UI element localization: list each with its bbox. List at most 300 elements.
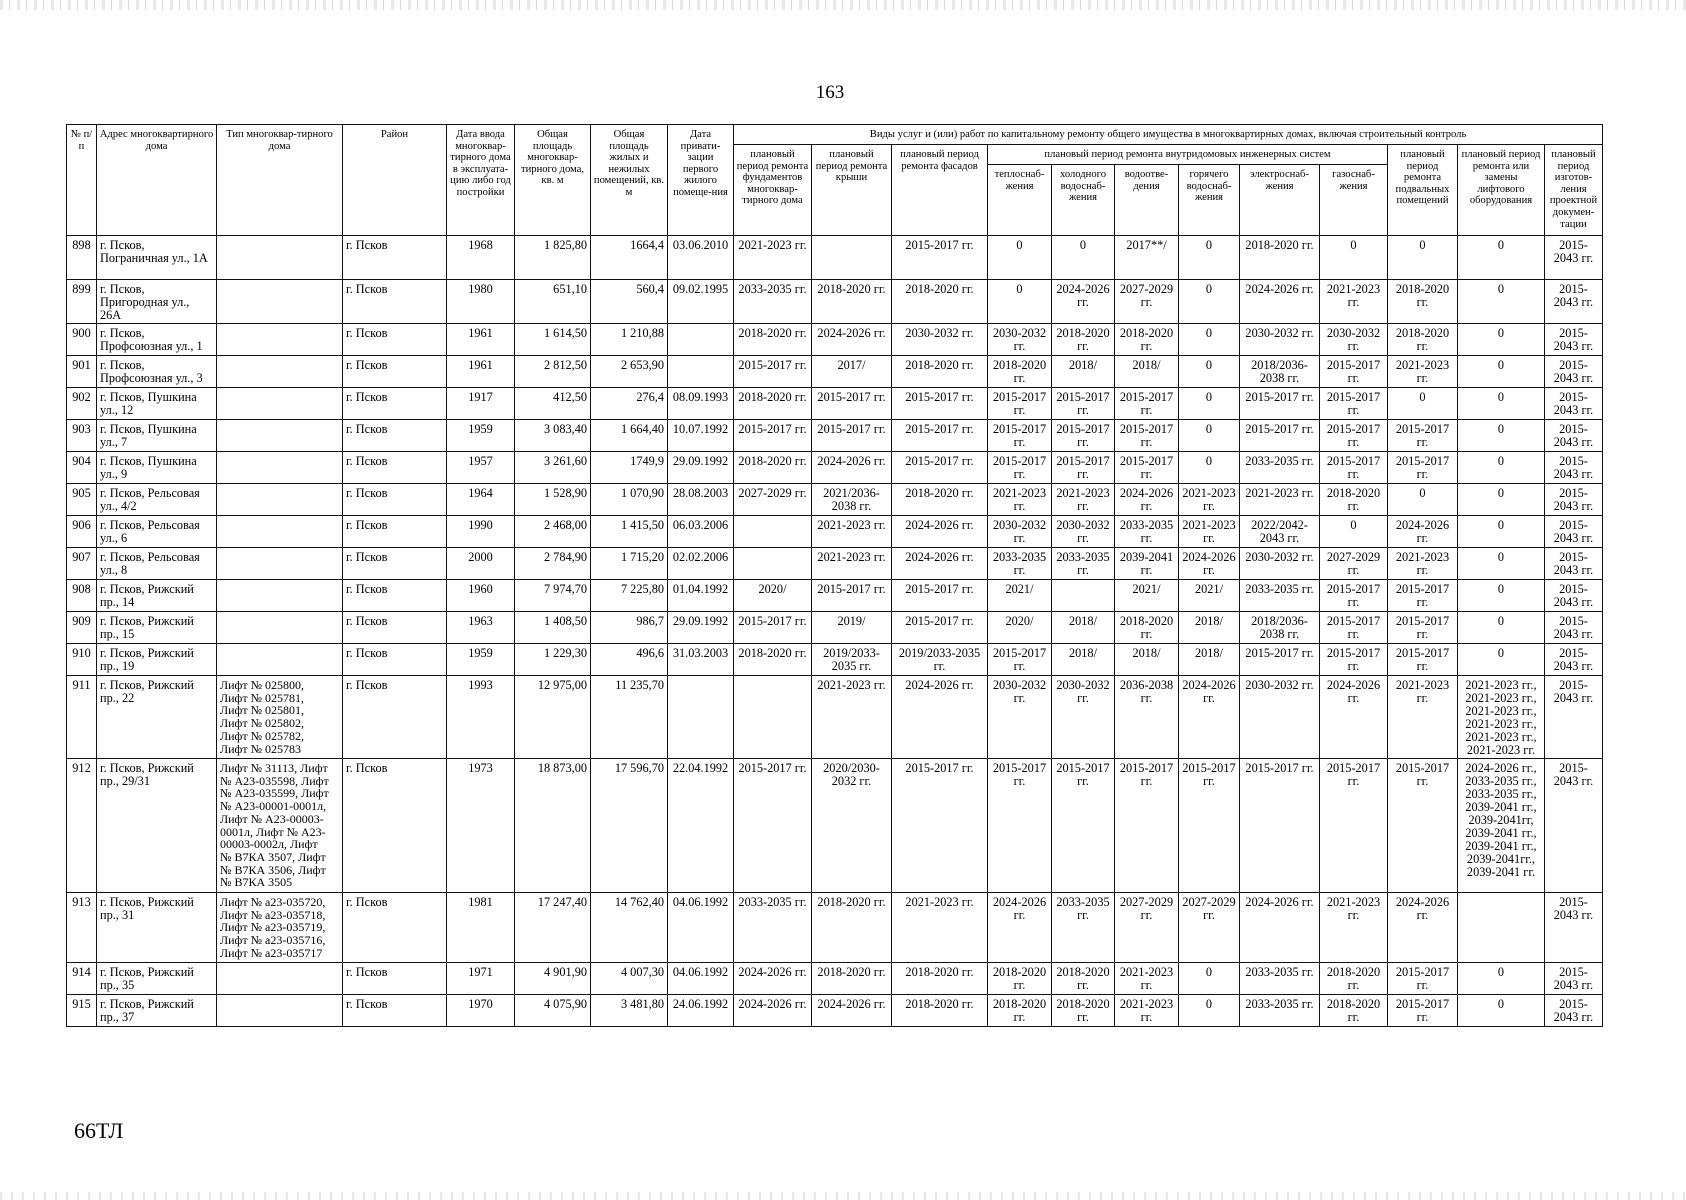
cell-facade: 2018-2020 гг. bbox=[892, 963, 988, 995]
cell-foundation: 2024-2026 гг. bbox=[734, 995, 812, 1027]
cell-basement: 2018-2020 гг. bbox=[1388, 280, 1458, 324]
table-row bbox=[67, 644, 1603, 676]
col-commissioned-header: Дата ввода многоквар-тирного дома в эксплуата-цию либо год постройки bbox=[447, 125, 515, 236]
cell-foundation: 2027-2029 гг. bbox=[734, 484, 812, 516]
cell-district: г. Псков bbox=[343, 484, 447, 516]
cell-facade: 2024-2026 гг. bbox=[892, 548, 988, 580]
cell-year: 1990 bbox=[447, 516, 515, 548]
cell-number: 903 bbox=[67, 420, 97, 452]
cell-type bbox=[217, 995, 343, 1027]
cell-type-line: 0001л, Лифт № А23- bbox=[220, 824, 326, 839]
col-total-area-header: Общая площадь многоквар-тирного дома, кв. м bbox=[515, 125, 591, 236]
cell-hot-water: 2027-2029 гг. bbox=[1179, 893, 1240, 963]
cell-elevator bbox=[1458, 516, 1545, 548]
cell-type-line: Лифт № 025781, bbox=[220, 690, 305, 705]
cell-cold-water: 2015-2017 гг. bbox=[1052, 759, 1115, 893]
cell-number: 907 bbox=[67, 548, 97, 580]
cell-design-docs: 2015-2043 гг. bbox=[1545, 388, 1603, 420]
cell-total-area: 17 247,40 bbox=[515, 893, 591, 963]
cell-facade: 2024-2026 гг. bbox=[892, 516, 988, 548]
cell-cold-water: 2021-2023 гг. bbox=[1052, 484, 1115, 516]
cell-gas: 2024-2026 гг. bbox=[1320, 676, 1388, 759]
cell-electric: 2015-2017 гг. bbox=[1240, 759, 1320, 893]
cell-privatization: 29.09.1992 bbox=[668, 452, 734, 484]
cell-hot-water: 2024-2026 гг. bbox=[1179, 676, 1240, 759]
cell-number: 909 bbox=[67, 612, 97, 644]
cell-address: г. Псков, Пушкина ул., 12 bbox=[97, 388, 217, 420]
cell-cold-water: 2018/ bbox=[1052, 612, 1115, 644]
cell-elevator-line: 2021-2023 гг., bbox=[1465, 730, 1537, 744]
cell-living-area: 1 210,88 bbox=[591, 324, 668, 356]
systems-group-header: плановый период ремонта внутридомовых инженерных систем bbox=[988, 145, 1388, 165]
cell-address: г. Псков, Рельсовая ул., 8 bbox=[97, 548, 217, 580]
col-elevator-header: плановый период ремонта или замены лифтового оборудования bbox=[1458, 145, 1545, 236]
cell-facade: 2015-2017 гг. bbox=[892, 388, 988, 420]
cell-privatization: 03.06.2010 bbox=[668, 236, 734, 280]
cell-living-area: 1 415,50 bbox=[591, 516, 668, 548]
cell-gas: 2015-2017 гг. bbox=[1320, 452, 1388, 484]
cell-facade: 2015-2017 гг. bbox=[892, 420, 988, 452]
cell-type-line: Лифт № 025782, bbox=[220, 728, 305, 743]
cell-sewer: 2027-2029 гг. bbox=[1115, 280, 1179, 324]
cell-number: 911 bbox=[67, 676, 97, 759]
cell-gas: 2018-2020 гг. bbox=[1320, 995, 1388, 1027]
cell-total-area: 1 528,90 bbox=[515, 484, 591, 516]
cell-privatization: 04.06.1992 bbox=[668, 893, 734, 963]
cell-basement: 2018-2020 гг. bbox=[1388, 324, 1458, 356]
cell-electric: 2015-2017 гг. bbox=[1240, 388, 1320, 420]
cell-elevator-line: 0 bbox=[1497, 454, 1505, 468]
cell-elevator bbox=[1458, 612, 1545, 644]
cell-facade: 2030-2032 гг. bbox=[892, 324, 988, 356]
cell-year: 1968 bbox=[447, 236, 515, 280]
cell-number: 913 bbox=[67, 893, 97, 963]
table-row bbox=[67, 612, 1603, 644]
cell-district: г. Псков bbox=[343, 612, 447, 644]
cell-total-area: 12 975,00 bbox=[515, 676, 591, 759]
cell-sewer: 2036-2038 гг. bbox=[1115, 676, 1179, 759]
cell-basement: 2015-2017 гг. bbox=[1388, 963, 1458, 995]
col-facade-header: плановый период ремонта фасадов bbox=[892, 145, 988, 236]
cell-total-area: 1 614,50 bbox=[515, 324, 591, 356]
cell-electric: 2030-2032 гг. bbox=[1240, 676, 1320, 759]
cell-gas: 2021-2023 гг. bbox=[1320, 280, 1388, 324]
cell-facade: 2015-2017 гг. bbox=[892, 452, 988, 484]
cell-privatization: 01.04.1992 bbox=[668, 580, 734, 612]
cell-facade: 2019/2033-2035 гг. bbox=[892, 644, 988, 676]
cell-cold-water: 2030-2032 гг. bbox=[1052, 516, 1115, 548]
cell-design-docs: 2015-2043 гг. bbox=[1545, 644, 1603, 676]
cell-sewer: 2033-2035 гг. bbox=[1115, 516, 1179, 548]
cell-roof: 2015-2017 гг. bbox=[812, 580, 892, 612]
cell-elevator bbox=[1458, 995, 1545, 1027]
cell-address: г. Псков, Рижский пр., 29/31 bbox=[97, 759, 217, 893]
cell-elevator-line: 2039-2041 гг., bbox=[1465, 800, 1537, 814]
cell-sewer: 2018/ bbox=[1115, 356, 1179, 388]
cell-privatization: 08.09.1993 bbox=[668, 388, 734, 420]
cell-total-area: 1 229,30 bbox=[515, 644, 591, 676]
cell-electric: 2021-2023 гг. bbox=[1240, 484, 1320, 516]
col-electric-header: электроснаб-жения bbox=[1240, 165, 1320, 236]
cell-electric: 2018-2020 гг. bbox=[1240, 236, 1320, 280]
cell-privatization bbox=[668, 324, 734, 356]
cell-year: 1970 bbox=[447, 995, 515, 1027]
cell-elevator-line: 2039-2041 гг., bbox=[1465, 839, 1537, 853]
cell-design-docs: 2015-2043 гг. bbox=[1545, 612, 1603, 644]
cell-year: 1964 bbox=[447, 484, 515, 516]
cell-roof: 2020/2030-2032 гг. bbox=[812, 759, 892, 893]
table-row bbox=[67, 324, 1603, 356]
cell-elevator-line: 0 bbox=[1497, 965, 1505, 979]
capital-repair-table bbox=[66, 124, 1603, 1027]
cell-district: г. Псков bbox=[343, 324, 447, 356]
cell-district: г. Псков bbox=[343, 893, 447, 963]
cell-roof: 2018-2020 гг. bbox=[812, 893, 892, 963]
cell-gas: 2027-2029 гг. bbox=[1320, 548, 1388, 580]
cell-heating: 2018-2020 гг. bbox=[988, 356, 1052, 388]
cell-basement: 2015-2017 гг. bbox=[1388, 612, 1458, 644]
cell-foundation bbox=[734, 516, 812, 548]
cell-foundation: 2018-2020 гг. bbox=[734, 324, 812, 356]
cell-basement: 2024-2026 гг. bbox=[1388, 893, 1458, 963]
cell-living-area: 1 715,20 bbox=[591, 548, 668, 580]
table-row bbox=[67, 759, 1603, 893]
cell-privatization: 29.09.1992 bbox=[668, 612, 734, 644]
cell-total-area: 7 974,70 bbox=[515, 580, 591, 612]
cell-address: г. Псков, Профсоюзная ул., 3 bbox=[97, 356, 217, 388]
cell-foundation: 2018-2020 гг. bbox=[734, 644, 812, 676]
cell-privatization bbox=[668, 676, 734, 759]
cell-number: 902 bbox=[67, 388, 97, 420]
cell-basement: 2015-2017 гг. bbox=[1388, 644, 1458, 676]
col-foundation-header: плановый период ремонта фундаментов многоквар-тирного дома bbox=[734, 145, 812, 236]
cell-elevator-line: 0 bbox=[1497, 997, 1505, 1011]
col-gas-header: газоснаб-жения bbox=[1320, 165, 1388, 236]
cell-sewer: 2015-2017 гг. bbox=[1115, 388, 1179, 420]
col-district-header: Район bbox=[343, 125, 447, 236]
cell-elevator-line: 0 bbox=[1497, 390, 1505, 404]
cell-total-area: 4 901,90 bbox=[515, 963, 591, 995]
cell-address: г. Псков, Пушкина ул., 7 bbox=[97, 420, 217, 452]
cell-design-docs: 2015-2043 гг. bbox=[1545, 580, 1603, 612]
cell-sewer: 2027-2029 гг. bbox=[1115, 893, 1179, 963]
cell-basement: 2024-2026 гг. bbox=[1388, 516, 1458, 548]
cell-design-docs: 2015-2043 гг. bbox=[1545, 484, 1603, 516]
cell-type bbox=[217, 644, 343, 676]
cell-elevator-line: 2021-2023 гг., bbox=[1465, 678, 1537, 692]
cell-living-area: 986,7 bbox=[591, 612, 668, 644]
cell-district: г. Псков bbox=[343, 548, 447, 580]
cell-elevator-line: 0 bbox=[1497, 646, 1505, 660]
cell-address: г. Псков, Рижский пр., 14 bbox=[97, 580, 217, 612]
col-address-header: Адрес многоквартирного дома bbox=[97, 125, 217, 236]
cell-design-docs: 2015-2043 гг. bbox=[1545, 420, 1603, 452]
cell-number: 901 bbox=[67, 356, 97, 388]
cell-elevator-line: 2033-2035 гг., bbox=[1465, 787, 1537, 801]
cell-number: 900 bbox=[67, 324, 97, 356]
cell-foundation: 2033-2035 гг. bbox=[734, 280, 812, 324]
cell-living-area: 560,4 bbox=[591, 280, 668, 324]
cell-elevator bbox=[1458, 548, 1545, 580]
cell-elevator-line: 2021-2023 гг., bbox=[1465, 717, 1537, 731]
cell-heating: 0 bbox=[988, 236, 1052, 280]
cell-type-line: Лифт № 025783 bbox=[220, 741, 302, 756]
cell-elevator bbox=[1458, 484, 1545, 516]
page-number: 163 bbox=[815, 82, 845, 103]
cell-gas: 2018-2020 гг. bbox=[1320, 963, 1388, 995]
cell-facade: 2018-2020 гг. bbox=[892, 995, 988, 1027]
cell-elevator-line: 2021-2023 гг., bbox=[1465, 691, 1537, 705]
cell-foundation: 2024-2026 гг. bbox=[734, 963, 812, 995]
cell-number: 904 bbox=[67, 452, 97, 484]
cell-type-line: Лифт № 025801, bbox=[220, 703, 305, 718]
cell-sewer: 2039-2041 гг. bbox=[1115, 548, 1179, 580]
cell-address: г. Псков, Рельсовая ул., 6 bbox=[97, 516, 217, 548]
cell-basement: 2015-2017 гг. bbox=[1388, 452, 1458, 484]
cell-sewer: 2018-2020 гг. bbox=[1115, 612, 1179, 644]
cell-type-line: Лифт № а23-035716, bbox=[220, 933, 326, 948]
cell-type bbox=[217, 963, 343, 995]
cell-hot-water: 2021/ bbox=[1179, 580, 1240, 612]
table-row bbox=[67, 548, 1603, 580]
cell-basement: 0 bbox=[1388, 236, 1458, 280]
cell-living-area: 276,4 bbox=[591, 388, 668, 420]
cell-elevator-line: 0 bbox=[1497, 238, 1505, 252]
cell-electric: 2033-2035 гг. bbox=[1240, 963, 1320, 995]
cell-living-area: 1 664,40 bbox=[591, 420, 668, 452]
cell-hot-water: 0 bbox=[1179, 995, 1240, 1027]
cell-design-docs: 2015-2043 гг. bbox=[1545, 893, 1603, 963]
table-body bbox=[67, 236, 1603, 1027]
cell-type bbox=[217, 580, 343, 612]
cell-heating: 2018-2020 гг. bbox=[988, 963, 1052, 995]
col-cold-water-header: холодного водоснаб-жения bbox=[1052, 165, 1115, 236]
cell-heating: 2021-2023 гг. bbox=[988, 484, 1052, 516]
cell-type-line: № В7КА 3507, Лифт bbox=[220, 849, 326, 864]
cell-district: г. Псков bbox=[343, 420, 447, 452]
cell-hot-water: 2018/ bbox=[1179, 612, 1240, 644]
cell-roof: 2021-2023 гг. bbox=[812, 516, 892, 548]
cell-hot-water: 2024-2026 гг. bbox=[1179, 548, 1240, 580]
cell-elevator-line: 2024-2026 гг., bbox=[1465, 761, 1537, 775]
cell-privatization: 02.02.2006 bbox=[668, 548, 734, 580]
cell-facade: 2024-2026 гг. bbox=[892, 676, 988, 759]
cell-cold-water: 2018/ bbox=[1052, 644, 1115, 676]
cell-total-area: 2 784,90 bbox=[515, 548, 591, 580]
cell-hot-water: 0 bbox=[1179, 236, 1240, 280]
table-row bbox=[67, 236, 1603, 280]
table-row bbox=[67, 580, 1603, 612]
cell-district: г. Псков bbox=[343, 644, 447, 676]
cell-total-area: 4 075,90 bbox=[515, 995, 591, 1027]
cell-electric: 2033-2035 гг. bbox=[1240, 580, 1320, 612]
col-sewer-header: водоотве-дения bbox=[1115, 165, 1179, 236]
cell-electric: 2030-2032 гг. bbox=[1240, 324, 1320, 356]
cell-elevator-line: 0 bbox=[1497, 282, 1505, 296]
cell-type bbox=[217, 759, 343, 893]
cell-design-docs: 2015-2043 гг. bbox=[1545, 516, 1603, 548]
table-row bbox=[67, 484, 1603, 516]
cell-living-area: 4 007,30 bbox=[591, 963, 668, 995]
cell-gas: 2015-2017 гг. bbox=[1320, 420, 1388, 452]
cell-living-area: 3 481,80 bbox=[591, 995, 668, 1027]
cell-number: 908 bbox=[67, 580, 97, 612]
cell-electric: 2018/2036-2038 гг. bbox=[1240, 612, 1320, 644]
cell-heating: 2030-2032 гг. bbox=[988, 516, 1052, 548]
cell-roof: 2018-2020 гг. bbox=[812, 280, 892, 324]
cell-hot-water: 2021-2023 гг. bbox=[1179, 484, 1240, 516]
cell-elevator bbox=[1458, 452, 1545, 484]
cell-foundation: 2018-2020 гг. bbox=[734, 452, 812, 484]
cell-cold-water: 2018-2020 гг. bbox=[1052, 963, 1115, 995]
cell-year: 1959 bbox=[447, 420, 515, 452]
cell-type-line: Лифт № 025800, bbox=[220, 678, 305, 692]
cell-gas: 2018-2020 гг. bbox=[1320, 484, 1388, 516]
cell-facade: 2015-2017 гг. bbox=[892, 612, 988, 644]
cell-elevator-line: 0 bbox=[1497, 550, 1505, 564]
cell-number: 914 bbox=[67, 963, 97, 995]
cell-living-area: 1749,9 bbox=[591, 452, 668, 484]
cell-gas: 0 bbox=[1320, 236, 1388, 280]
cell-type bbox=[217, 893, 343, 963]
cell-type bbox=[217, 236, 343, 280]
cell-cold-water: 2015-2017 гг. bbox=[1052, 388, 1115, 420]
col-basement-header: плановый период ремонта подвальных помещений bbox=[1388, 145, 1458, 236]
services-group-header: Виды услуг и (или) работ по капитальному ремонту общего имущества в многоквартирных домах, включая строительный контроль bbox=[734, 125, 1603, 145]
cell-hot-water: 2015-2017 гг. bbox=[1179, 759, 1240, 893]
cell-living-area: 1664,4 bbox=[591, 236, 668, 280]
cell-hot-water: 0 bbox=[1179, 280, 1240, 324]
cell-year: 1917 bbox=[447, 388, 515, 420]
cell-heating: 2033-2035 гг. bbox=[988, 548, 1052, 580]
cell-electric: 2033-2035 гг. bbox=[1240, 995, 1320, 1027]
cell-district: г. Псков bbox=[343, 995, 447, 1027]
cell-type-line: Лифт № 31113, Лифт bbox=[220, 761, 328, 775]
cell-roof: 2015-2017 гг. bbox=[812, 388, 892, 420]
table-row bbox=[67, 516, 1603, 548]
cell-design-docs: 2015-2043 гг. bbox=[1545, 676, 1603, 759]
cell-sewer: 2017**/ bbox=[1115, 236, 1179, 280]
cell-hot-water: 0 bbox=[1179, 420, 1240, 452]
cell-gas: 2015-2017 гг. bbox=[1320, 580, 1388, 612]
cell-elevator-line: 2021-2023 гг., bbox=[1465, 704, 1537, 718]
cell-year: 1993 bbox=[447, 676, 515, 759]
cell-type bbox=[217, 356, 343, 388]
cell-year: 1961 bbox=[447, 356, 515, 388]
cell-heating: 2024-2026 гг. bbox=[988, 893, 1052, 963]
col-privatization-header: Дата привати-зации первого жилого помеще-ния bbox=[668, 125, 734, 236]
cell-type-line: № А23-00001-0001л, bbox=[220, 799, 327, 814]
cell-address: г. Псков, Пограничная ул., 1А bbox=[97, 236, 217, 280]
cell-cold-water: 2018-2020 гг. bbox=[1052, 324, 1115, 356]
cell-roof: 2021-2023 гг. bbox=[812, 548, 892, 580]
cell-heating: 2021/ bbox=[988, 580, 1052, 612]
cell-elevator bbox=[1458, 280, 1545, 324]
cell-elevator bbox=[1458, 388, 1545, 420]
cell-elevator bbox=[1458, 420, 1545, 452]
cell-elevator bbox=[1458, 356, 1545, 388]
cell-year: 1973 bbox=[447, 759, 515, 893]
cell-elevator bbox=[1458, 644, 1545, 676]
cell-facade: 2015-2017 гг. bbox=[892, 759, 988, 893]
cell-address: г. Псков, Рижский пр., 22 bbox=[97, 676, 217, 759]
cell-elevator-line: 0 bbox=[1497, 518, 1505, 532]
cell-district: г. Псков bbox=[343, 452, 447, 484]
cell-type-line: Лифт № А23-00003- bbox=[220, 811, 324, 826]
cell-living-area: 1 070,90 bbox=[591, 484, 668, 516]
cell-address: г. Псков, Рельсовая ул., 4/2 bbox=[97, 484, 217, 516]
cell-total-area: 3 083,40 bbox=[515, 420, 591, 452]
col-heating-header: теплоснаб-жения bbox=[988, 165, 1052, 236]
cell-foundation bbox=[734, 676, 812, 759]
cell-type-line: Лифт № а23-035719, bbox=[220, 920, 326, 935]
cell-heating: 2020/ bbox=[988, 612, 1052, 644]
cell-type-line: № А23-035598, Лифт bbox=[220, 773, 329, 788]
cell-foundation: 2021-2023 гг. bbox=[734, 236, 812, 280]
cell-electric: 2024-2026 гг. bbox=[1240, 893, 1320, 963]
cell-basement: 0 bbox=[1388, 484, 1458, 516]
cell-district: г. Псков bbox=[343, 963, 447, 995]
cell-address: г. Псков, Пригородная ул., 26А bbox=[97, 280, 217, 324]
cell-privatization: 10.07.1992 bbox=[668, 420, 734, 452]
cell-hot-water: 2018/ bbox=[1179, 644, 1240, 676]
table-row bbox=[67, 893, 1603, 963]
cell-address: г. Псков, Пушкина ул., 9 bbox=[97, 452, 217, 484]
scan-edge-bottom bbox=[0, 1192, 1686, 1200]
cell-type bbox=[217, 420, 343, 452]
cell-hot-water: 2021-2023 гг. bbox=[1179, 516, 1240, 548]
cell-privatization: 09.02.1995 bbox=[668, 280, 734, 324]
cell-address: г. Псков, Рижский пр., 37 bbox=[97, 995, 217, 1027]
cell-elevator bbox=[1458, 324, 1545, 356]
cell-elevator-line: 2039-2041гг., bbox=[1466, 852, 1536, 866]
cell-elevator-line: 2033-2035 гг., bbox=[1465, 774, 1537, 788]
cell-elevator-line: 2039-2041гг, bbox=[1468, 813, 1534, 827]
cell-number: 905 bbox=[67, 484, 97, 516]
cell-number: 906 bbox=[67, 516, 97, 548]
cell-sewer: 2018/ bbox=[1115, 644, 1179, 676]
cell-privatization: 31.03.2003 bbox=[668, 644, 734, 676]
cell-elevator-line: 0 bbox=[1497, 486, 1505, 500]
cell-design-docs: 2015-2043 гг. bbox=[1545, 280, 1603, 324]
cell-roof: 2018-2020 гг. bbox=[812, 963, 892, 995]
cell-cold-water: 0 bbox=[1052, 236, 1115, 280]
cell-heating: 2015-2017 гг. bbox=[988, 452, 1052, 484]
cell-type-line: № А23-035599, Лифт bbox=[220, 786, 329, 801]
cell-type bbox=[217, 676, 343, 759]
cell-foundation: 2015-2017 гг. bbox=[734, 612, 812, 644]
col-roof-header: плановый период ремонта крыши bbox=[812, 145, 892, 236]
cell-facade: 2021-2023 гг. bbox=[892, 893, 988, 963]
cell-type-line: Лифт № 025802, bbox=[220, 716, 305, 731]
cell-heating: 0 bbox=[988, 280, 1052, 324]
cell-elevator bbox=[1458, 676, 1545, 759]
cell-privatization: 28.08.2003 bbox=[668, 484, 734, 516]
cell-foundation: 2015-2017 гг. bbox=[734, 759, 812, 893]
cell-design-docs: 2015-2043 гг. bbox=[1545, 356, 1603, 388]
cell-number: 910 bbox=[67, 644, 97, 676]
cell-roof: 2024-2026 гг. bbox=[812, 324, 892, 356]
cell-gas: 2015-2017 гг. bbox=[1320, 612, 1388, 644]
cell-address: г. Псков, Профсоюзная ул., 1 bbox=[97, 324, 217, 356]
cell-sewer: 2018-2020 гг. bbox=[1115, 324, 1179, 356]
cell-roof: 2024-2026 гг. bbox=[812, 995, 892, 1027]
cell-year: 1981 bbox=[447, 893, 515, 963]
cell-type-line: 00003-0002л, Лифт bbox=[220, 837, 318, 852]
cell-elevator-line: 2039-2041 гг., bbox=[1465, 826, 1537, 840]
cell-number: 898 bbox=[67, 236, 97, 280]
scan-edge-top bbox=[0, 0, 1686, 10]
